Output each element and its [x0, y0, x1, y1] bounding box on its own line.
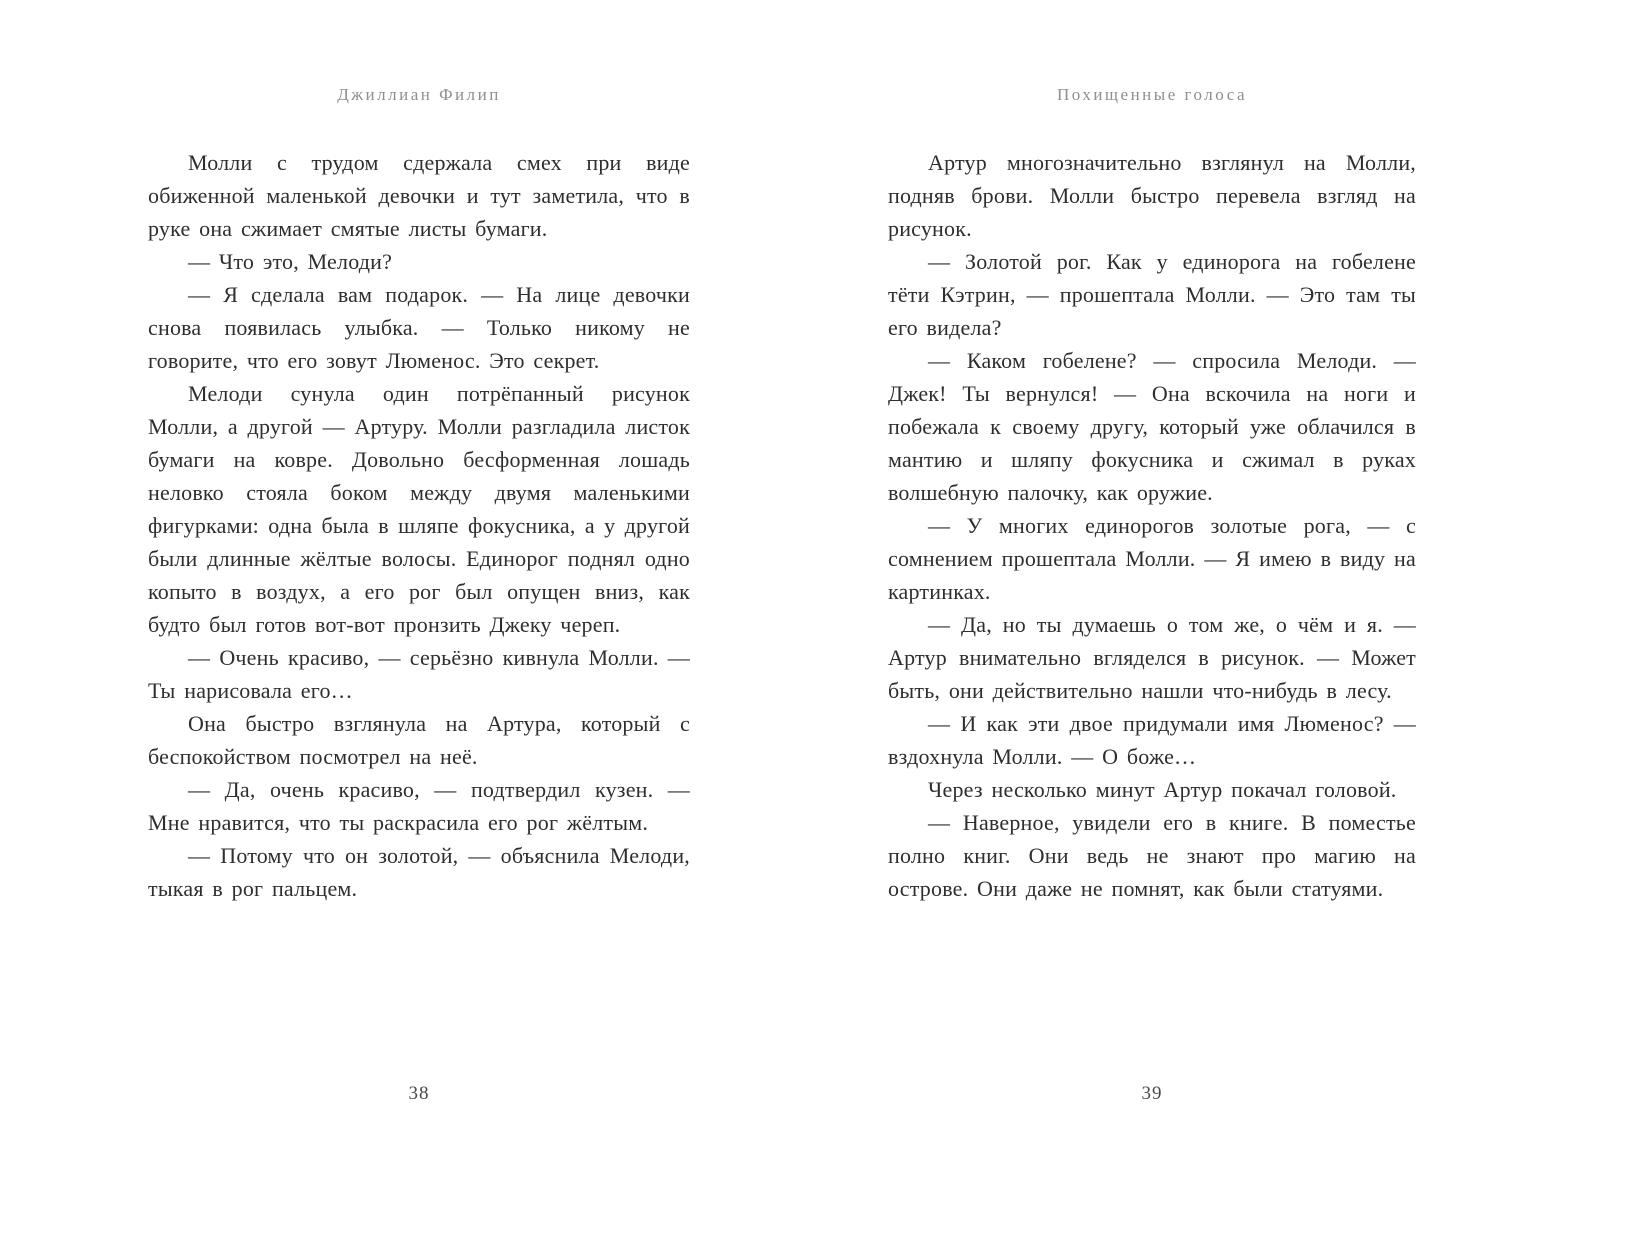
left-paragraph-7: — Да, очень красиво, — подтвердил кузен. — Мне нравится, что ты раскрасила его рог жёлтым.	[148, 777, 690, 835]
left-text-block	[148, 146, 690, 905]
left-paragraph-1: Молли с трудом сдержала смех при виде обиженной маленькой девочки и тут заметила, что в руке она сжимает смятые листы бумаги.	[148, 150, 690, 241]
left-paragraph-3: — Я сделала вам подарок. — На лице девочки снова появилась улыбка. — Только никому не говорите, что его зовут Люменос. Это секрет.	[148, 282, 690, 373]
left-paragraph-5: — Очень красиво, — серьёзно кивнула Молли. — Ты нарисовала его…	[148, 645, 690, 703]
right-page-number: 39	[1141, 1083, 1163, 1104]
right-paragraph-2: — Золотой рог. Как у единорога на гобелене тёти Кэтрин, — прошептала Молли. — Это там ты его видела?	[888, 249, 1416, 340]
right-paragraph-7: Через несколько минут Артур покачал головой.	[928, 777, 1397, 802]
right-text-block	[888, 146, 1416, 905]
right-running-head: Похищенные голоса	[1056, 85, 1248, 104]
right-page	[888, 0, 1416, 1252]
right-paragraph-3: — Каком гобелене? — спросила Мелоди. — Джек! Ты вернулся! — Она вскочила на ноги и побежала к своему другу, который уже облачился в мантию и шляпу фокусника и сжимал в руках волшебную палочку, как оружие.	[888, 348, 1416, 505]
left-paragraph-2: — Что это, Мелоди?	[188, 249, 393, 274]
left-paragraph-8: — Потому что он золотой, — объяснила Мелоди, тыкая в рог пальцем.	[148, 843, 690, 901]
right-paragraph-6: — И как эти двое придумали имя Люменос? — вздохнула Молли. — О боже…	[888, 711, 1416, 769]
right-paragraph-4: — У многих единорогов золотые рога, — с сомнением прошептала Молли. — Я имею в виду на картинках.	[888, 513, 1416, 604]
left-paragraph-4: Мелоди сунула один потрёпанный рисунок Молли, а другой — Артуру. Молли разгладила листок бумаги на ковре. Довольно бесформенная лошадь неловко стояла боком между двумя маленькими фигурками: одна была в шляпе фокусника, а у другой были длинные жёлтые волосы. Единорог поднял одно копыто в воздух, а его рог был опущен вниз, как будто был готов вот-вот пронзить Джеку череп.	[148, 381, 690, 637]
right-paragraph-5: — Да, но ты думаешь о том же, о чём и я. — Артур внимательно вгляделся в рисунок. — Может быть, они действительно нашли что-нибудь в лесу.	[888, 612, 1416, 703]
left-page-number: 38	[408, 1083, 430, 1104]
right-paragraph-1: Артур многозначительно взглянул на Молли, подняв брови. Молли быстро перевела взгляд на рисунок.	[888, 150, 1416, 241]
left-paragraph-6: Она быстро взглянула на Артура, который с беспокойством посмотрел на неё.	[148, 711, 690, 769]
left-page	[148, 0, 690, 1252]
right-paragraph-8: — Наверное, увидели его в книге. В поместье полно книг. Они ведь не знают про магию на острове. Они даже не помнят, как были статуями.	[888, 810, 1416, 901]
left-running-head: Джиллиан Филип	[337, 85, 501, 104]
